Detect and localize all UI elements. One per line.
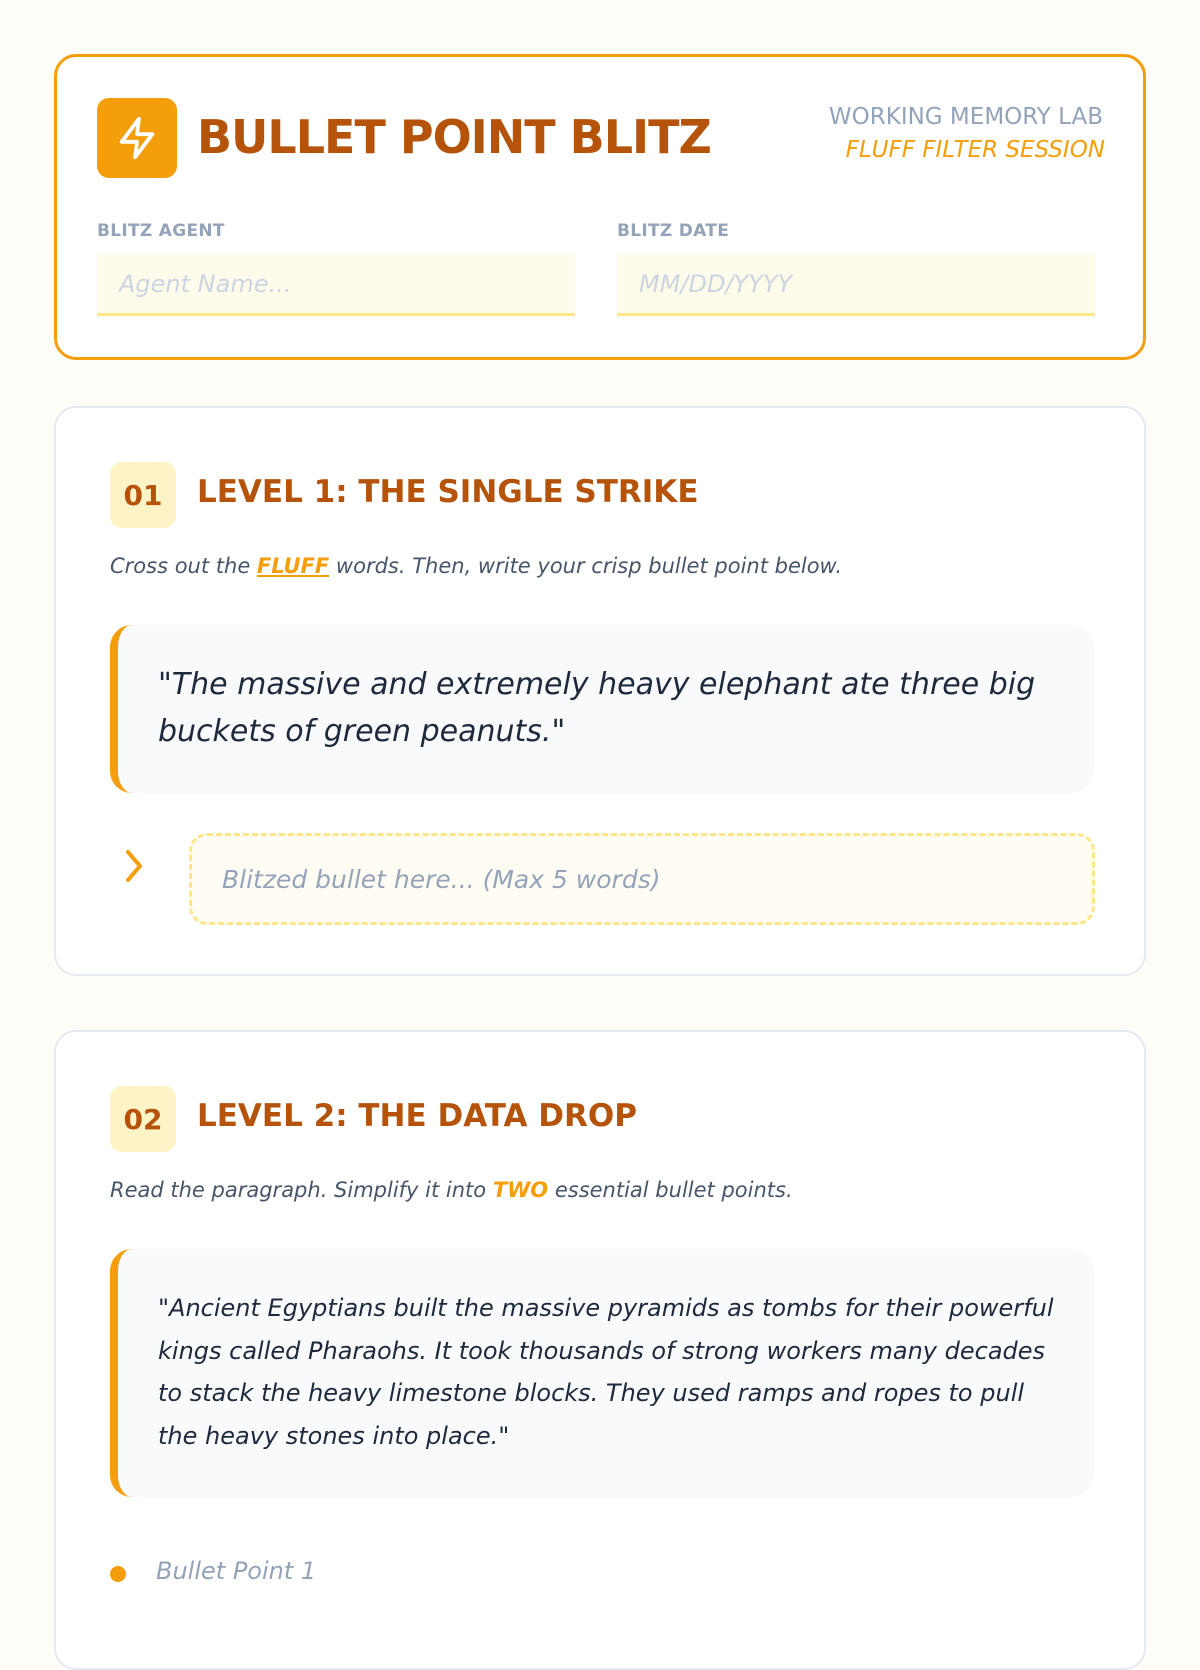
blitzed-bullet-input[interactable] bbox=[189, 833, 1095, 925]
bullet-point-1-input[interactable] bbox=[156, 1541, 1040, 1601]
two-highlight: TWO bbox=[492, 1178, 549, 1202]
level-title: LEVEL 1: THE SINGLE STRIKE bbox=[197, 474, 699, 510]
level-number-badge: 02 bbox=[110, 1086, 176, 1152]
date-label: BLITZ DATE bbox=[617, 221, 730, 241]
app-title: BULLET POINT BLITZ bbox=[197, 110, 711, 164]
logo bbox=[97, 98, 177, 178]
bullet-dot bbox=[110, 1566, 126, 1582]
level-instruction bbox=[110, 554, 842, 578]
level-2-card bbox=[54, 1030, 1146, 1670]
chevron-right-icon bbox=[122, 848, 146, 884]
level-instruction bbox=[110, 1178, 793, 1202]
quote-text: "Ancient Egyptians built the massive pyramids as tombs for their powerful kings called Pharaohs. It took thousands of strong workers many decades to stack the heavy limestone blocks. They used ramps and ropes to pull the heavy stones into place." bbox=[158, 1294, 1054, 1450]
level-number-badge: 01 bbox=[110, 462, 176, 528]
lightning-bolt-icon bbox=[114, 115, 160, 161]
instruction-text: Cross out the bbox=[110, 554, 257, 578]
instruction-text: Read the paragraph. Simplify it into bbox=[110, 1178, 493, 1202]
agent-name-input[interactable] bbox=[97, 254, 575, 316]
instruction-text: essential bullet points. bbox=[548, 1178, 793, 1202]
session-name: FLUFF FILTER SESSION bbox=[845, 137, 1105, 163]
instruction-text: words. Then, write your crisp bullet point below. bbox=[329, 554, 843, 578]
quote-box bbox=[110, 625, 1094, 793]
agent-label: BLITZ AGENT bbox=[97, 221, 225, 241]
quote-text: "The massive and extremely heavy elephant ate three big buckets of green peanuts." bbox=[158, 667, 1036, 749]
date-input[interactable] bbox=[617, 254, 1095, 316]
fluff-highlight: FLUFF bbox=[256, 554, 330, 578]
level-title: LEVEL 2: THE DATA DROP bbox=[197, 1098, 637, 1134]
level-1-card bbox=[54, 406, 1146, 976]
header-card bbox=[54, 54, 1146, 360]
lab-name: WORKING MEMORY LAB bbox=[828, 104, 1103, 130]
quote-box bbox=[110, 1249, 1094, 1497]
